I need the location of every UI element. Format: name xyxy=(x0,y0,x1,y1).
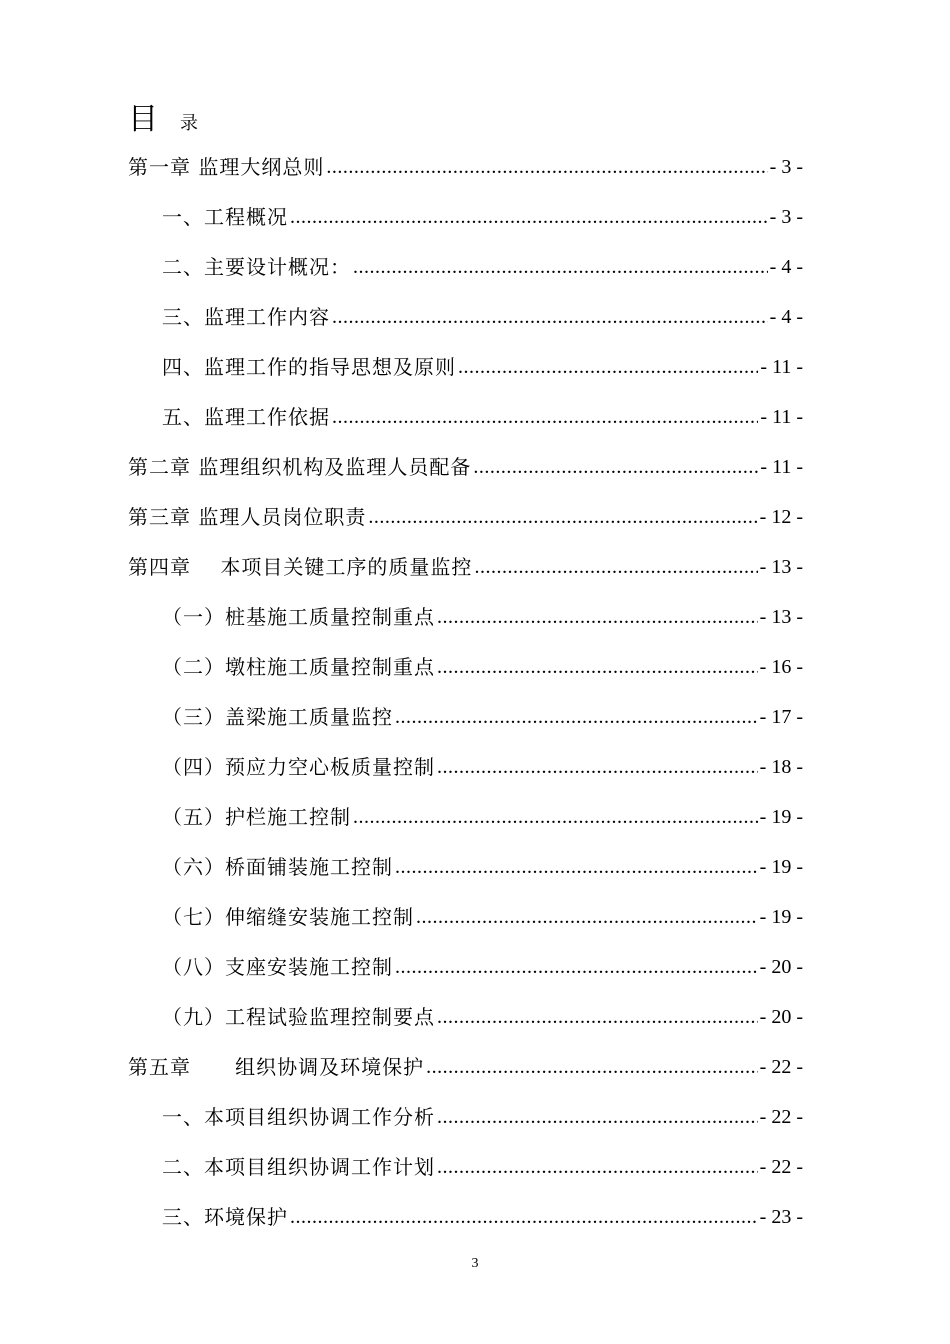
dot-leader xyxy=(437,600,758,634)
dot-leader xyxy=(290,1200,758,1234)
toc-entry-label: 第五章 组织协调及环境保护 xyxy=(128,1055,425,1079)
toc-entry-page: - 16 - xyxy=(759,656,803,678)
toc-entry-subsection[interactable] xyxy=(162,950,803,984)
toc-entry-page: - 11 - xyxy=(760,456,803,478)
dot-leader xyxy=(395,950,758,984)
toc-entry-page: - 11 - xyxy=(760,406,803,428)
dot-leader xyxy=(437,1000,758,1034)
toc-entry-subsection[interactable] xyxy=(162,900,803,934)
toc-entry-label: 第一章 监理大纲总则 xyxy=(128,155,325,179)
toc-entry-subsection[interactable] xyxy=(162,850,803,884)
toc-entry-page: - 18 - xyxy=(759,756,803,778)
dot-leader xyxy=(332,300,768,334)
dot-leader xyxy=(326,150,767,184)
toc-entry-subsection[interactable] xyxy=(162,750,803,784)
toc-entry-section[interactable] xyxy=(162,1150,803,1184)
toc-entry-chapter-4[interactable] xyxy=(128,550,803,584)
toc-entry-label: （一）桩基施工质量控制重点 xyxy=(162,605,435,629)
toc-entry-label: 五、监理工作依据 xyxy=(162,405,330,429)
toc-entry-label: 第四章 本项目关键工序的质量监控 xyxy=(128,555,473,579)
toc-entry-label: （五）护栏施工控制 xyxy=(162,805,351,829)
toc-entry-page: - 22 - xyxy=(759,1056,803,1078)
dot-leader xyxy=(474,550,757,584)
toc-entry-label: 二、主要设计概况： xyxy=(162,255,351,279)
toc-entry-section[interactable] xyxy=(162,350,803,384)
dot-leader xyxy=(353,250,768,284)
toc-entry-page: - 22 - xyxy=(759,1106,803,1128)
toc-entry-subsection[interactable] xyxy=(162,650,803,684)
toc-entry-label: 四、监理工作的指导思想及原则 xyxy=(162,355,456,379)
toc-entry-label: 第三章 监理人员岗位职责 xyxy=(128,505,367,529)
toc-title-main: 目 xyxy=(128,102,158,137)
toc-entry-page: - 19 - xyxy=(759,856,803,878)
toc-entry-chapter-3[interactable] xyxy=(128,500,803,534)
dot-leader xyxy=(458,350,758,384)
dot-leader xyxy=(437,1150,758,1184)
dot-leader xyxy=(437,1100,758,1134)
toc-entry-label: （九）工程试验监理控制要点 xyxy=(162,1005,435,1029)
dot-leader xyxy=(395,850,758,884)
dot-leader xyxy=(332,400,758,434)
page-number: 3 xyxy=(471,1256,479,1271)
toc-entry-page: - 3 - xyxy=(769,206,803,228)
dot-leader xyxy=(437,750,758,784)
dot-leader xyxy=(368,500,757,534)
toc-entry-label: （七）伸缩缝安装施工控制 xyxy=(162,905,414,929)
dot-leader xyxy=(353,800,758,834)
toc-entry-page: - 12 - xyxy=(759,506,803,528)
toc-entry-section[interactable] xyxy=(162,300,803,334)
dot-leader xyxy=(426,1050,758,1084)
toc-entry-label: （八）支座安装施工控制 xyxy=(162,955,393,979)
toc-entry-page: - 4 - xyxy=(769,306,803,328)
toc-entry-section[interactable] xyxy=(162,250,803,284)
toc-entry-section[interactable] xyxy=(162,1200,803,1234)
toc-entry-page: - 19 - xyxy=(759,906,803,928)
dot-leader xyxy=(437,650,758,684)
toc-entry-subsection[interactable] xyxy=(162,600,803,634)
toc-entry-subsection[interactable] xyxy=(162,700,803,734)
toc-entry-page: - 23 - xyxy=(759,1206,803,1228)
dot-leader xyxy=(473,450,758,484)
toc-entry-label: 三、环境保护 xyxy=(162,1205,288,1229)
toc-title-sub: 录 xyxy=(180,113,198,134)
toc-entry-page: - 19 - xyxy=(759,806,803,828)
toc-entry-page: - 22 - xyxy=(759,1156,803,1178)
toc-entry-page: - 13 - xyxy=(759,606,803,628)
toc-entry-page: - 20 - xyxy=(759,956,803,978)
toc-entry-label: （三）盖梁施工质量监控 xyxy=(162,705,393,729)
toc-entry-label: 第二章 监理组织机构及监理人员配备 xyxy=(128,455,472,479)
dot-leader xyxy=(416,900,758,934)
toc-entry-label: 一、本项目组织协调工作分析 xyxy=(162,1105,435,1129)
toc-entry-page: - 13 - xyxy=(759,556,803,578)
toc-entry-section[interactable] xyxy=(162,400,803,434)
toc-entry-label: （二）墩柱施工质量控制重点 xyxy=(162,655,435,679)
toc-entry-label: 一、工程概况 xyxy=(162,205,288,229)
toc-entry-page: - 11 - xyxy=(760,356,803,378)
toc-entry-page: - 17 - xyxy=(759,706,803,728)
dot-leader xyxy=(290,200,768,234)
toc-title xyxy=(128,100,198,140)
toc-entry-label: （四）预应力空心板质量控制 xyxy=(162,755,435,779)
toc-entry-chapter-1[interactable] xyxy=(128,150,803,184)
toc-entry-subsection[interactable] xyxy=(162,1000,803,1034)
toc-entry-chapter-5[interactable] xyxy=(128,1050,803,1084)
dot-leader xyxy=(395,700,758,734)
toc-entry-label: （六）桥面铺装施工控制 xyxy=(162,855,393,879)
toc-entry-page: - 3 - xyxy=(769,156,803,178)
toc-entry-section[interactable] xyxy=(162,1100,803,1134)
toc-entry-label: 二、本项目组织协调工作计划 xyxy=(162,1155,435,1179)
toc-entry-label: 三、监理工作内容 xyxy=(162,305,330,329)
toc-entry-page: - 4 - xyxy=(769,256,803,278)
toc-entry-section[interactable] xyxy=(162,200,803,234)
toc-entry-chapter-2[interactable] xyxy=(128,450,803,484)
toc-entry-subsection[interactable] xyxy=(162,800,803,834)
toc-entry-page: - 20 - xyxy=(759,1006,803,1028)
